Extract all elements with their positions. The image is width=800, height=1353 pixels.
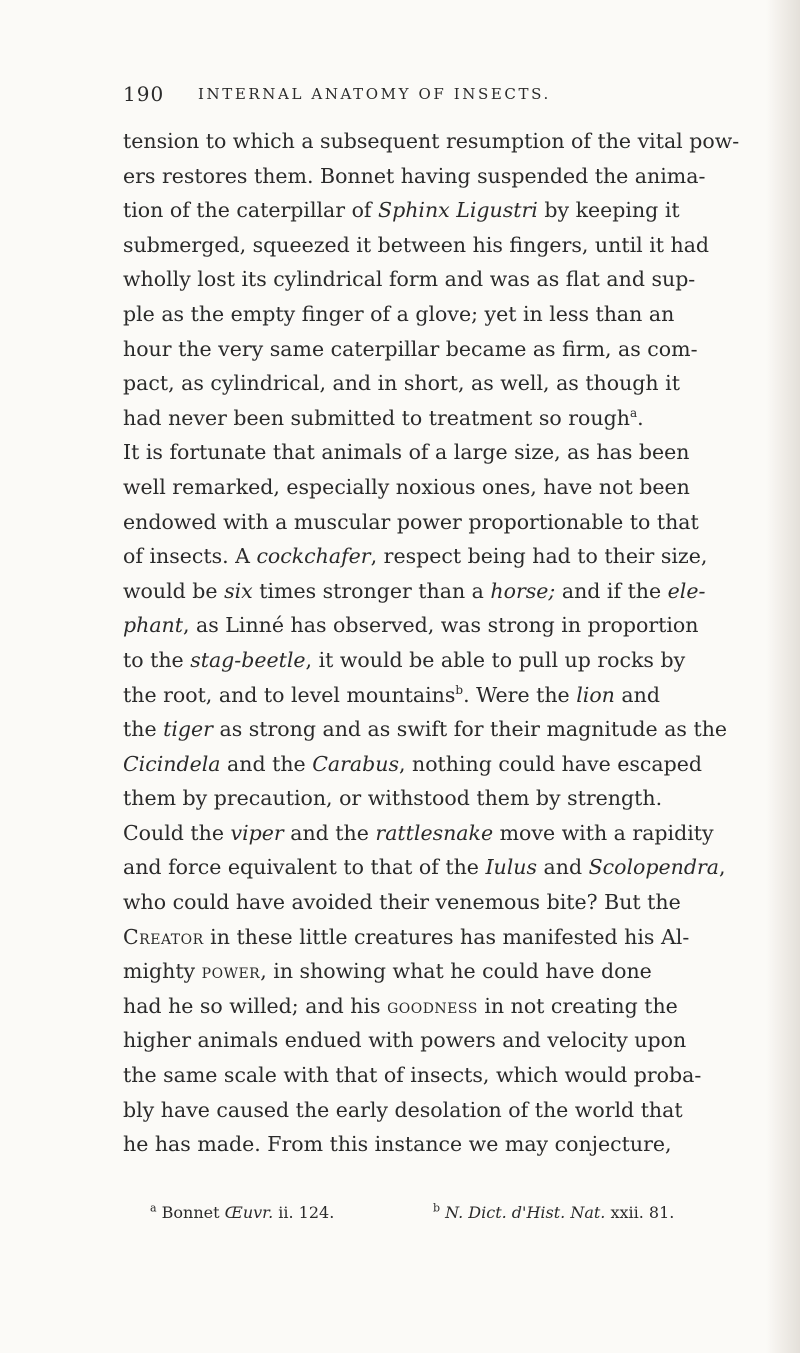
text-line: had he so willed; and his goodness in not creating the: [123, 993, 678, 1018]
page-number: 190: [123, 82, 165, 106]
text-line: endowed with a muscular power proportionable to that: [123, 509, 699, 534]
footnote-ref-a: a: [629, 405, 638, 420]
text-line: It is fortunate that animals of a large size, as has been: [123, 440, 690, 465]
text-line: phant, as Linné has observed, was strong in proportion: [123, 613, 699, 638]
text-line: Creator in these little creatures has manifested his Al-: [123, 924, 690, 949]
text-line: submerged, squeezed it between his fingers, until it had: [123, 232, 710, 257]
text-line: wholly lost its cylindrical form and was as flat and sup-: [123, 267, 696, 292]
text-line: mighty power, in showing what he could have done: [123, 959, 652, 984]
text-line: who could have avoided their venemous bite? But the: [123, 890, 681, 915]
footnote-a: $^a$ Bonnet Œuvr. ii. 124.: [150, 1201, 335, 1222]
text-line: well remarked, especially noxious ones, have not been: [123, 474, 690, 499]
text-line: bly have caused the early desolation of the world that: [123, 1097, 683, 1122]
footnote-b: $^b$ N. Dict. d'Hist. Nat. xxii. 81.: [433, 1201, 675, 1222]
text-line: them by precaution, or withstood them by strength.: [123, 786, 663, 811]
species-name: Sphinx Ligustri: [378, 198, 538, 223]
text-line: ers restores them. Bonnet having suspended the anima-: [123, 163, 706, 188]
text-line: he has made. From this instance we may conjecture,: [123, 1132, 672, 1157]
text-line: to the stag-beetle, it would be able to pull up rocks by: [123, 647, 686, 672]
text-line: the root, and to level mountains$^b$. Were the lion and: [123, 682, 660, 707]
text-line: ple as the empty finger of a glove; yet in less than an: [123, 301, 675, 326]
text-line: pact, as cylindrical, and in short, as well, as though it: [123, 371, 680, 396]
text-line: the tiger as strong and as swift for their magnitude as the: [123, 717, 728, 742]
text-line: Could the viper and the rattlesnake move with a rapidity: [123, 820, 714, 845]
footnote-ref-b: b: [455, 682, 464, 697]
text-line: Cicindela and the Carabus, nothing could have escaped: [123, 751, 702, 776]
page-header: [123, 82, 628, 112]
text-line: had never been submitted to treatment so rough$^a$.: [123, 405, 644, 430]
text-line: tion of the caterpillar of Sphinx Ligustri by keeping it: [123, 198, 680, 223]
text-line: and force equivalent to that of the Iulus and Scolopendra,: [123, 855, 726, 880]
text-line: would be six times stronger than a horse; and if the ele-: [123, 578, 706, 603]
text-line: tension to which a subsequent resumption of the vital pow-: [123, 129, 740, 153]
body-text: [123, 124, 751, 1162]
text-line: of insects. A cockchafer, respect being had to their size,: [123, 544, 708, 569]
text-line: hour the very same caterpillar became as firm, as com-: [123, 336, 698, 361]
running-title: INTERNAL ANATOMY OF INSECTS.: [198, 85, 551, 103]
text-line: higher animals endued with powers and velocity upon: [123, 1028, 687, 1053]
page-edge-shadow: [766, 0, 800, 1353]
text-line: the same scale with that of insects, which would proba-: [123, 1063, 702, 1088]
